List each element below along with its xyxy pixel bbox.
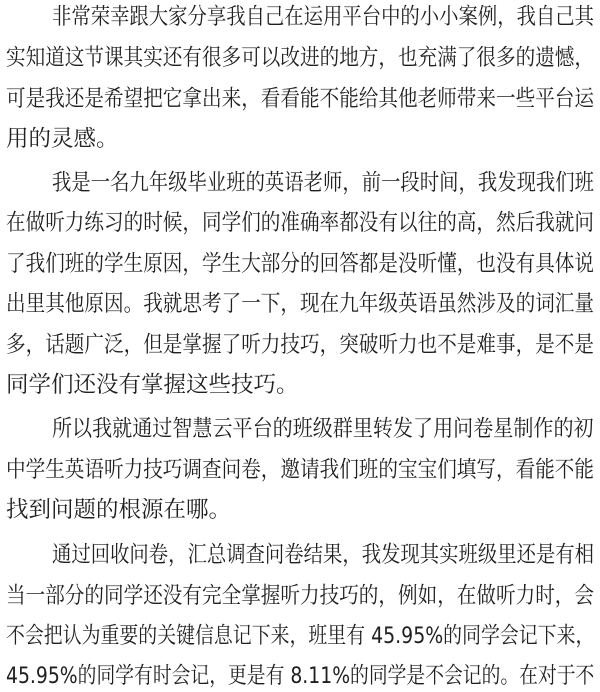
text-line: 同学们还没有掌握这些技巧。 <box>6 372 299 398</box>
text-line: 所以我就通过智慧云平台的班级群里转发了用问卷星制作的初 <box>52 416 594 442</box>
paragraph-4-line-4 <box>0 660 600 692</box>
text-line: 中学生英语听力技巧调查问卷，邀请我们班的宝宝们填写，看能不能 <box>6 457 595 483</box>
paragraph-1-line-3 <box>0 83 600 115</box>
text-line: 出里其他原因。我就思考了一下，现在九年级英语虽然涉及的词汇量 <box>6 291 595 317</box>
paragraph-2-line-4 <box>0 288 600 320</box>
text-line: 当一部分的同学还没有完全掌握听力技巧的，例如，在做听力时，会 <box>6 583 595 609</box>
paragraph-4-line-3 <box>0 620 600 652</box>
paragraph-1-line-2 <box>0 42 600 74</box>
paragraph-4-line-2 <box>0 580 600 612</box>
text-line: 在做听力练习的时候，同学们的准确率都没有以往的高，然后我就问 <box>6 210 595 236</box>
paragraph-3-line-3 <box>0 494 600 526</box>
paragraph-2-line-2 <box>0 207 600 239</box>
paragraph-2-line-3 <box>0 248 600 280</box>
text-line: 可是我还是希望把它拿出来，看看能不能给其他老师带来一些平台运 <box>6 86 595 112</box>
paragraph-4-line-1 <box>0 539 600 571</box>
text-line: 非常荣幸跟大家分享我自己在运用平台中的小小案例，我自己其 <box>52 4 595 30</box>
paragraph-2-line-1 <box>0 167 600 199</box>
paragraph-1-line-4 <box>0 123 600 155</box>
paragraph-3-line-2 <box>0 454 600 486</box>
text-line: 实知道这节课其实还有很多可以改进的地方，也充满了很多的遗憾， <box>6 45 595 71</box>
text-line: 通过回收问卷，汇总调查问卷结果，我发现其实班级里还是有相 <box>52 542 595 568</box>
paragraph-1-line-1 <box>0 1 600 33</box>
text-line: 不会把认为重要的关键信息记下来，班里有 45.95%的同学会记下来， <box>6 623 595 649</box>
text-line: 了我们班的学生原因，学生大部分的回答都是没听懂，也没有具体说 <box>6 251 595 277</box>
text-line: 找到问题的根源在哪。 <box>6 497 232 523</box>
text-line: 用的灵感。 <box>6 126 119 152</box>
paragraph-2-line-5 <box>0 329 600 361</box>
text-line: 我是一名九年级毕业班的英语老师，前一段时间，我发现我们班 <box>52 170 595 196</box>
paragraph-3-line-1 <box>0 413 600 445</box>
text-line: 45.95%的同学有时会记，更是有 8.11%的同学是不会记的。在对于不 <box>6 663 595 689</box>
text-line: 多，话题广泛，但是掌握了听力技巧，突破听力也不是难事，是不是 <box>6 332 595 358</box>
paragraph-2-line-6 <box>0 369 600 401</box>
